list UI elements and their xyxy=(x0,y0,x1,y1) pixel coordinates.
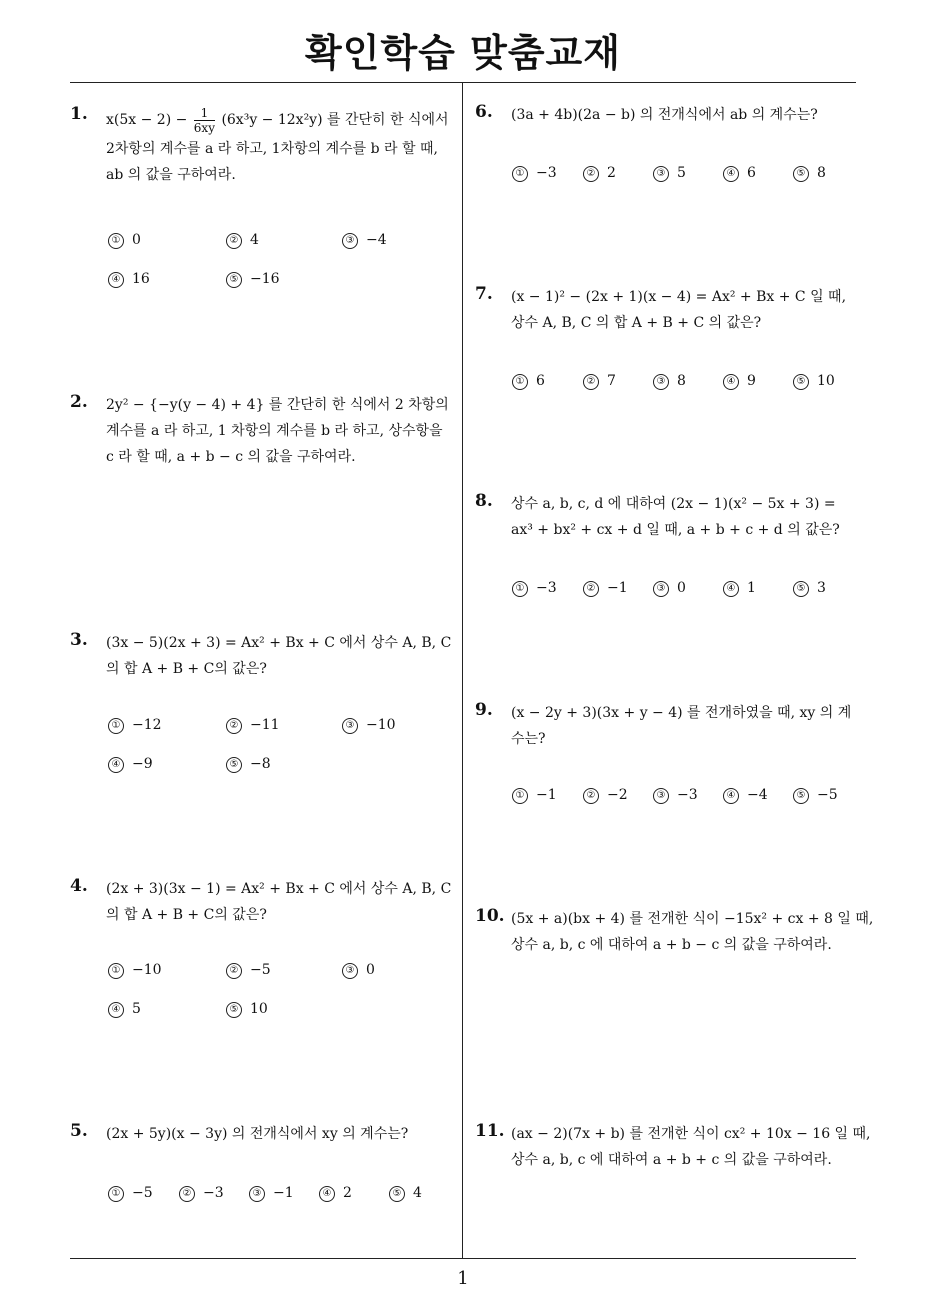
question-line: (3a + 4b)(2a − b) 의 전개식에서 ab 의 계수는? xyxy=(511,107,818,123)
choice-5[interactable]: ⑤ 10 xyxy=(793,373,835,390)
question-number: 10. xyxy=(475,906,505,926)
fraction: $\frac{1}{6xy}$ xyxy=(193,105,215,135)
question-text xyxy=(106,392,455,470)
question-3 xyxy=(70,630,455,682)
choice-4[interactable]: ④ 1 xyxy=(723,580,756,597)
page-title: 확인학습 맞춤교재 xyxy=(305,31,621,75)
question-4 xyxy=(70,876,455,928)
choice-3[interactable]: ③ −10 xyxy=(342,717,396,734)
question-text xyxy=(511,491,860,543)
question-line: 의 합 A + B + C의 값은? xyxy=(106,907,267,923)
choice-4[interactable]: ④ 6 xyxy=(723,165,756,182)
choice-4[interactable]: ④ −9 xyxy=(108,756,153,773)
choice-1[interactable]: ① −3 xyxy=(512,580,557,597)
question-text xyxy=(511,906,874,958)
choice-1[interactable]: ① −12 xyxy=(108,717,162,734)
choice-5[interactable]: ⑤ 3 xyxy=(793,580,826,597)
question-text xyxy=(106,104,455,188)
question-text xyxy=(106,1121,455,1147)
question-line: (5x + a)(bx + 4) 를 전개한 식이 −15x² + cx + 8 일 때, xyxy=(511,911,874,927)
choice-2[interactable]: ② −1 xyxy=(583,580,628,597)
question-8 xyxy=(475,491,860,543)
page-number: 1 xyxy=(457,1268,469,1289)
question-line: (2x + 3)(3x − 1) = Ax² + Bx + C 에서 상수 A, B, C xyxy=(106,881,452,897)
question-number: 3. xyxy=(70,630,88,650)
choice-2[interactable]: ② 2 xyxy=(583,165,616,182)
column-divider xyxy=(462,83,463,1259)
choice-2[interactable]: ② −5 xyxy=(226,962,271,979)
question-line: (2x + 5y)(x − 3y) 의 전개식에서 xy 의 계수는? xyxy=(106,1126,409,1142)
question-number: 9. xyxy=(475,700,493,720)
question-line: 수는? xyxy=(511,731,546,747)
choice-4[interactable]: ④ 16 xyxy=(108,271,150,288)
choice-3[interactable]: ③ 8 xyxy=(653,373,686,390)
question-6 xyxy=(475,102,860,128)
question-text xyxy=(106,630,455,682)
choice-1[interactable]: ① −1 xyxy=(512,787,557,804)
choice-4[interactable]: ④ −4 xyxy=(723,787,768,804)
choice-3[interactable]: ③ −3 xyxy=(653,787,698,804)
choice-5[interactable]: ⑤ −16 xyxy=(226,271,280,288)
header-rule xyxy=(70,82,856,83)
question-line: 상수 a, b, c 에 대하여 a + b − c 의 값을 구하여라. xyxy=(511,937,832,953)
choice-2[interactable]: ② −2 xyxy=(583,787,628,804)
question-line: ab 의 값을 구하여라. xyxy=(106,167,236,183)
choice-4[interactable]: ④ 9 xyxy=(723,373,756,390)
question-line: ax³ + bx² + cx + d 일 때, a + b + c + d 의 값은? xyxy=(511,522,840,538)
question-line: c 라 할 때, a + b − c 의 값을 구하여라. xyxy=(106,449,356,465)
choice-3[interactable]: ③ 5 xyxy=(653,165,686,182)
question-2 xyxy=(70,392,455,470)
question-10 xyxy=(475,906,874,958)
choice-5[interactable]: ⑤ 8 xyxy=(793,165,826,182)
question-line: (x − 1)² − (2x + 1)(x − 4) = Ax² + Bx + C 일 때, xyxy=(511,289,847,305)
footer-rule xyxy=(70,1258,856,1259)
question-text xyxy=(511,284,860,336)
choice-5[interactable]: ⑤ 4 xyxy=(389,1185,422,1202)
question-text xyxy=(511,102,860,128)
choice-1[interactable]: ① −3 xyxy=(512,165,557,182)
choice-1[interactable]: ① −10 xyxy=(108,962,162,979)
question-text xyxy=(511,700,860,752)
question-line: 2y² − {−y(y − 4) + 4} 를 간단히 한 식에서 2 차항의 xyxy=(106,397,449,413)
choice-1[interactable]: ① −5 xyxy=(108,1185,153,1202)
question-number: 6. xyxy=(475,102,493,122)
choice-5[interactable]: ⑤ −8 xyxy=(226,756,271,773)
choice-4[interactable]: ④ 5 xyxy=(108,1001,141,1018)
choice-3[interactable]: ③ −4 xyxy=(342,232,387,249)
question-line: 상수 A, B, C 의 합 A + B + C 의 값은? xyxy=(511,315,762,331)
choice-2[interactable]: ② 7 xyxy=(583,373,616,390)
question-line: 2차항의 계수를 a 라 하고, 1차항의 계수를 b 라 할 때, xyxy=(106,141,438,157)
question-1 xyxy=(70,104,455,188)
question-number: 8. xyxy=(475,491,493,511)
choice-3[interactable]: ③ 0 xyxy=(342,962,375,979)
choice-5[interactable]: ⑤ −5 xyxy=(793,787,838,804)
question-number: 4. xyxy=(70,876,88,896)
question-line: (x − 2y + 3)(3x + y − 4) 를 전개하였을 때, xy 의 계 xyxy=(511,705,852,721)
question-9 xyxy=(475,700,860,752)
choice-2[interactable]: ② 4 xyxy=(226,232,259,249)
question-text xyxy=(106,876,455,928)
choice-1[interactable]: ① 0 xyxy=(108,232,141,249)
question-number: 5. xyxy=(70,1121,88,1141)
question-text xyxy=(511,1121,871,1173)
question-line: 의 합 A + B + C의 값은? xyxy=(106,661,267,677)
choice-1[interactable]: ① 6 xyxy=(512,373,545,390)
question-number: 2. xyxy=(70,392,88,412)
question-line: x(5x − 2) − $\frac{1}{6xy}$ (6x³y − 12x²y) 를 간단히 한 식에서 xyxy=(106,105,449,135)
question-5 xyxy=(70,1121,455,1147)
question-7 xyxy=(475,284,860,336)
question-line: 상수 a, b, c, d 에 대하여 (2x − 1)(x² − 5x + 3) = xyxy=(511,496,836,512)
question-11 xyxy=(475,1121,871,1173)
question-number: 1. xyxy=(70,104,88,124)
choice-3[interactable]: ③ −1 xyxy=(249,1185,294,1202)
question-line: 계수를 a 라 하고, 1 차항의 계수를 b 라 하고, 상수항을 xyxy=(106,423,443,439)
choice-2[interactable]: ② −11 xyxy=(226,717,280,734)
question-number: 7. xyxy=(475,284,493,304)
choice-3[interactable]: ③ 0 xyxy=(653,580,686,597)
question-line: (ax − 2)(7x + b) 를 전개한 식이 cx² + 10x − 16 일 때, xyxy=(511,1126,871,1142)
choice-4[interactable]: ④ 2 xyxy=(319,1185,352,1202)
question-line: (3x − 5)(2x + 3) = Ax² + Bx + C 에서 상수 A, B, C xyxy=(106,635,452,651)
choice-5[interactable]: ⑤ 10 xyxy=(226,1001,268,1018)
question-line: 상수 a, b, c 에 대하여 a + b + c 의 값을 구하여라. xyxy=(511,1152,832,1168)
choice-2[interactable]: ② −3 xyxy=(179,1185,224,1202)
question-number: 11. xyxy=(475,1121,505,1141)
